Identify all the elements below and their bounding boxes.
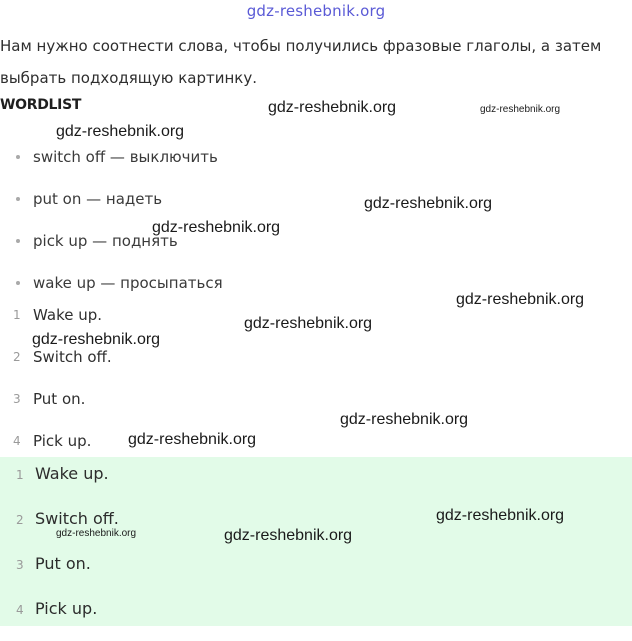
item-number: 3 [16,558,24,572]
watermark: gdz-reshebnik.org [224,527,353,544]
watermark: gdz-reshebnik.org [56,528,137,539]
bullet-icon [16,281,20,285]
item-number: 2 [13,350,21,364]
wordlist-item-text: put on — надеть [33,190,163,208]
wordlist-item [0,145,223,187]
wordlist-item-text: wake up — просыпаться [33,274,223,292]
watermark: gdz-reshebnik.org [56,123,185,140]
watermark: gdz-reshebnik.org [364,195,493,212]
watermark: gdz-reshebnik.org [480,104,561,115]
exercise-item-text: Wake up. [33,306,103,324]
watermark: gdz-reshebnik.org [340,411,469,428]
watermark: gdz-reshebnik.org [32,331,161,348]
answer-item-text: Pick up. [35,599,98,618]
exercise-item [0,345,112,387]
wordlist-item-text: pick up — поднять [33,232,178,250]
item-number: 1 [13,308,21,322]
exercise-list [0,303,112,471]
answer-list [0,461,119,641]
exercise-item-text: Switch off. [33,348,112,366]
watermark: gdz-reshebnik.org [152,219,281,236]
watermark: gdz-reshebnik.org [128,431,257,448]
item-number: 1 [16,468,24,482]
watermark: gdz-reshebnik.org [436,507,565,524]
watermark: gdz-reshebnik.org [456,291,585,308]
answer-item [0,551,119,596]
answer-item [0,596,119,641]
item-number: 2 [16,513,24,527]
bullet-icon [16,197,20,201]
item-number: 4 [16,603,24,617]
item-number: 4 [13,434,21,448]
watermark: gdz-reshebnik.org [268,99,397,116]
top-watermark: gdz-reshebnik.org [246,2,386,20]
answer-item-text: Put on. [35,554,91,573]
wordlist-item-text: switch off — выключить [33,148,218,166]
exercise-item-text: Pick up. [33,432,92,450]
watermark: gdz-reshebnik.org [244,315,373,332]
answer-item-text: Switch off. [35,509,119,528]
exercise-item-text: Put on. [33,390,86,408]
exercise-item [0,387,112,429]
answer-item-text: Wake up. [35,464,109,483]
bullet-icon [16,155,20,159]
intro-text: Нам нужно соотнести слова, чтобы получились фразовые глаголы, а затем выбрать подходящую картинку. [0,37,602,87]
item-number: 3 [13,392,21,406]
answer-item [0,461,119,506]
wordlist-title: WORDLIST [0,97,82,113]
bullet-icon [16,239,20,243]
